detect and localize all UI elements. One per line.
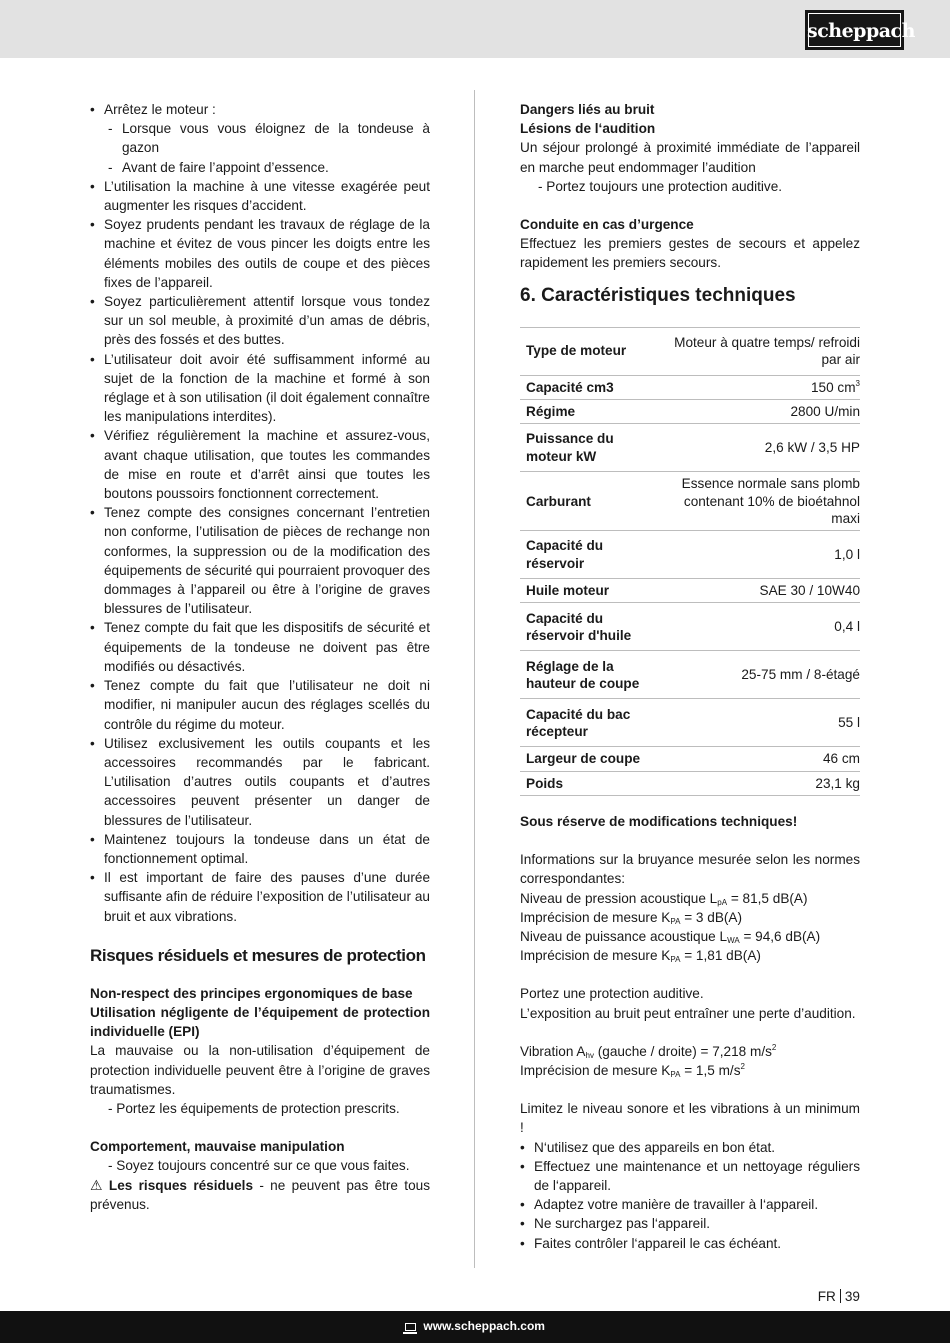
sub-list xyxy=(104,119,430,177)
spec-value: SAE 30 / 10W40 xyxy=(650,579,860,603)
spec-value: 2,6 kW / 3,5 HP xyxy=(650,424,860,472)
list-item: • Tenez compte des consignes concernant l’entretien non conforme, l’utilisation de pièces de rechange non conformes, la suppression ou de la modification des équipements de sécurité qui pourraient provoquer des dommages à l’appareil ou être à l’origine de graves blessures de l’utilisateur. xyxy=(90,503,430,618)
table-row xyxy=(520,472,860,531)
lwa-line: Niveau de puissance acoustique $L_{WA} = 94,6$ dB(A) xyxy=(520,929,821,946)
ppe-instruction: - Portez les équipements de protection prescrits. xyxy=(108,1100,400,1116)
spec-key: Type de moteur xyxy=(520,327,650,375)
list-item: • Adaptez votre manière de travailler à l‘appareil. xyxy=(520,1195,860,1214)
protection-line: Portez une protection auditive. xyxy=(520,986,704,1002)
sub-list-item: - Avant de faire l’appoint d’essence. xyxy=(108,158,430,177)
vibration-uncertainty-line: Imprécision de mesure $K_{PA} = 1,5$ $m/s^2$ xyxy=(520,1062,745,1080)
specs-table xyxy=(520,327,860,796)
table-row xyxy=(520,603,860,651)
vibration-line: Vibration $A_{hv}$ (gauche / droite) = 7,218 $m/s^2$ xyxy=(520,1042,777,1060)
ppe-text: La mauvaise ou la non-utilisation d’équipement de protection individuelle peuvent être à l’origine de graves traumatismes. xyxy=(90,1043,430,1097)
left-column xyxy=(90,100,430,1214)
emergency-text: Effectuez les premiers gestes de secours et appelez rapidement les premiers secours. xyxy=(520,236,860,271)
list-item: • Ne surchargez pas l‘appareil. xyxy=(520,1214,860,1233)
column-divider xyxy=(474,90,475,1268)
kpa-line: Imprécision de mesure $K_{PA} = 3$ dB(A) xyxy=(520,909,743,926)
spec-value: 150 $cm^3$ xyxy=(650,375,860,399)
reserve-note: Sous réserve de modifications techniques! xyxy=(520,814,798,829)
hearing-protection-instruction: - Portez toujours une protection auditive. xyxy=(538,178,783,194)
spec-key: Capacité du réservoir xyxy=(520,531,650,579)
table-row xyxy=(520,531,860,579)
list-item: • Il est important de faire des pauses d’une durée suffisante afin de réduire l’exposition de l’utilisateur au bruit et aux vibrations. xyxy=(90,868,430,926)
behaviour-instruction: - Soyez toujours concentré sur ce que vous faites. xyxy=(108,1158,410,1174)
list-item: • Arrêtez le moteur : - Lorsque vous vous éloignez de la tondeuse à gazon - Avant de faire l’appoint d’essence. xyxy=(90,100,430,177)
list-item: • Tenez compte du fait que l’utilisateur ne doit ni modifier, ni manipuler aucun des réglages scellés du contrôle du régime du moteur. xyxy=(90,676,430,734)
hearing-damage-heading: Lésions de l‘audition xyxy=(520,121,656,137)
residual-risks-note: ⚠ Les risques résiduels - ne peuvent pas être tous prévenus. xyxy=(90,1176,431,1212)
spec-key: Largeur de coupe xyxy=(520,747,650,771)
table-row xyxy=(520,375,860,399)
residual-risks-heading: Risques résiduels et mesures de protection xyxy=(90,945,426,965)
spec-value: 0,4 l xyxy=(650,603,860,651)
limit-bullet-list xyxy=(520,1138,860,1253)
spec-value: Moteur à quatre temps/ refroidi par air xyxy=(650,327,860,375)
spec-key: Capacité cm3 xyxy=(520,375,650,399)
spec-key: Carburant xyxy=(520,472,650,531)
spec-key: Capacité du bac récepteur xyxy=(520,699,650,747)
spec-value: 46 cm xyxy=(650,747,860,771)
spec-value: 2800 U/min xyxy=(650,399,860,423)
spec-value: 23,1 kg xyxy=(650,771,860,795)
kwa-line: Imprécision de mesure $K_{PA} = 1,81$ dB(A) xyxy=(520,948,761,965)
section-title: 6. Caractéristiques techniques xyxy=(520,284,796,306)
warning-icon: ⚠ xyxy=(90,1176,103,1193)
table-row xyxy=(520,399,860,423)
spec-key: Régime xyxy=(520,399,650,423)
limit-text: Limitez le niveau sonore et les vibrations à un minimum ! xyxy=(520,1101,860,1136)
ppe-heading: Utilisation négligente de l’équipement de protection individuelle (EPI) xyxy=(90,1004,430,1040)
spec-value: 25-75 mm / 8-étagé xyxy=(650,651,860,699)
table-row xyxy=(520,424,860,472)
spec-key: Puissance du moteur kW xyxy=(520,424,650,472)
table-row xyxy=(520,579,860,603)
spec-key: Huile moteur xyxy=(520,579,650,603)
spec-value: 1,0 l xyxy=(650,531,860,579)
exposure-line: L’exposition au bruit peut entraîner une perte d’audition. xyxy=(520,1005,856,1021)
list-item: • N‘utilisez que des appareils en bon état. xyxy=(520,1138,860,1157)
table-row xyxy=(520,651,860,699)
sub-list-item: - Lorsque vous vous éloignez de la tondeuse à gazon xyxy=(108,119,430,157)
list-item: • Vérifiez régulièrement la machine et assurez-vous, avant chaque utilisation, que toutes les commandes de mise en route et d’arrêt ainsi que toutes les boutons poussoirs fonctionnent correctement. xyxy=(90,426,430,503)
list-item: • Tenez compte du fait que les dispositifs de sécurité et équipements de la tondeuse ne doivent pas être modifiés ou désactivés. xyxy=(90,618,430,676)
list-item: • Faites contrôler l‘appareil le cas échéant. xyxy=(520,1234,860,1253)
brand-logo: scheppach xyxy=(805,10,904,50)
lpa-line: Niveau de pression acoustique $L_{pA} = 81,5$ dB(A) xyxy=(520,890,808,907)
spec-key: Réglage de la hauteur de coupe xyxy=(520,651,650,699)
list-item: • Effectuez une maintenance et un nettoyage réguliers de l‘appareil. xyxy=(520,1157,860,1195)
list-item: • L’utilisation la machine à une vitesse exagérée peut augmenter les risques d’accident. xyxy=(90,177,430,215)
safety-bullet-list xyxy=(90,100,430,926)
noise-danger-heading: Dangers liés au bruit xyxy=(520,102,655,117)
list-item: • Soyez prudents pendant les travaux de réglage de la machine et évitez de vous pincer les doigts entre les éléments mobiles des outils de coupe et des pièces fixes de l’appareil. xyxy=(90,215,430,292)
spec-value: Essence normale sans plomb contenant 10% de bioétahnol maxi xyxy=(650,472,860,531)
page-number: FR 39 xyxy=(817,1289,860,1304)
noise-info-intro: Informations sur la bruyance mesurée selon les normes correspondantes: xyxy=(520,852,860,887)
emergency-heading: Conduite en cas d’urgence xyxy=(520,217,694,233)
footer-bar xyxy=(0,1311,950,1343)
spec-key: Capacité du réservoir d'huile xyxy=(520,603,650,651)
laptop-icon xyxy=(405,1323,416,1331)
behaviour-heading: Comportement, mauvaise manipulation xyxy=(90,1139,345,1155)
website-link[interactable]: www.scheppach.com xyxy=(423,1319,545,1333)
right-column xyxy=(520,100,860,1253)
spec-value: 55 l xyxy=(650,699,860,747)
spec-key: Poids xyxy=(520,771,650,795)
list-item: • Maintenez toujours la tondeuse dans un état de fonctionnement optimal. xyxy=(90,830,430,868)
table-row xyxy=(520,327,860,375)
list-item: • L’utilisateur doit avoir été suffisamment informé au sujet de la fonction de la machine et formé à son réglage et à son utilisation (il doit également connaître les manipulations interdites). xyxy=(90,350,430,427)
table-row xyxy=(520,771,860,795)
table-row xyxy=(520,699,860,747)
noise-text: Un séjour prolongé à proximité immédiate de l’appareil en marche peut endommager l’audition xyxy=(520,140,860,175)
list-item: • Utilisez exclusivement les outils coupants et les accessoires recommandés par le fabricant. L’utilisation d’autres outils coupants et d’autres accessoires peuvent présenter un danger de blessures de l’utilisateur. xyxy=(90,734,430,830)
ergonomics-heading: Non-respect des principes ergonomiques de base xyxy=(90,985,413,1001)
table-row xyxy=(520,747,860,771)
list-item: • Soyez particulièrement attentif lorsque vous tondez sur un sol meuble, à proximité d’un amas de débris, près des fossés et des buttes. xyxy=(90,292,430,350)
